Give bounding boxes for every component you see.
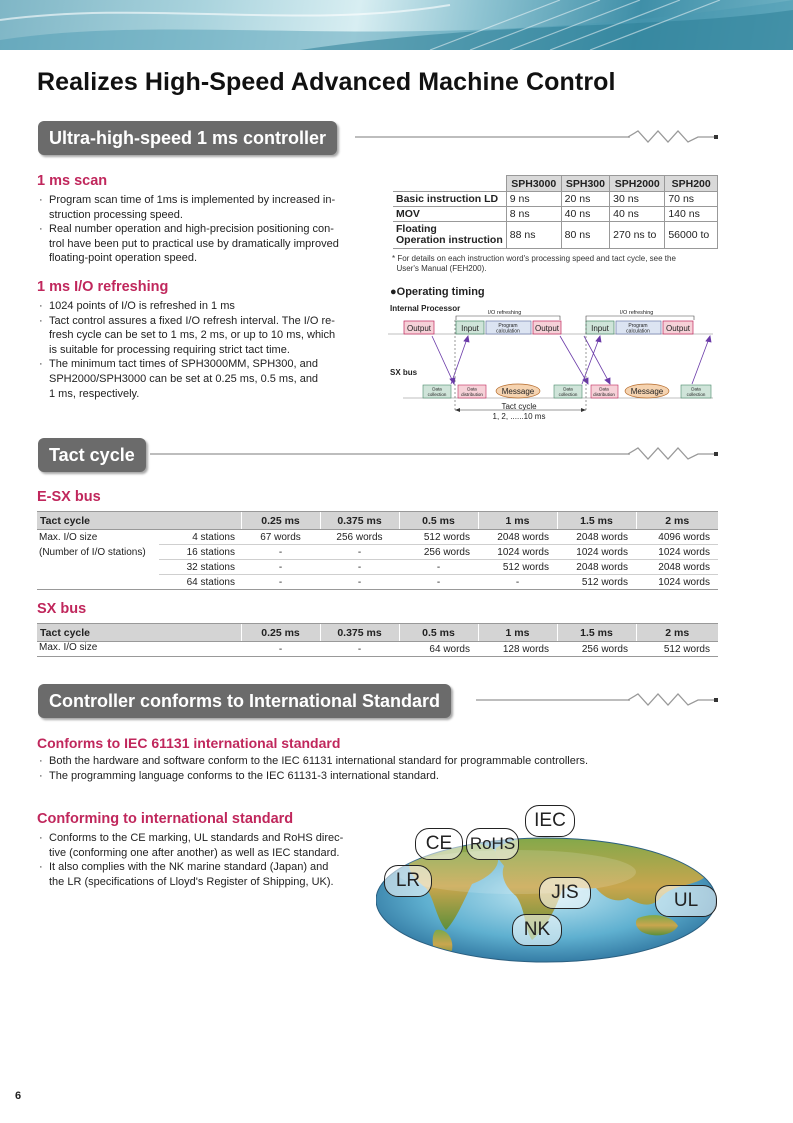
table-cell: 256 words bbox=[399, 545, 478, 560]
zigzag-decoration-icon bbox=[628, 691, 714, 707]
table-row bbox=[37, 530, 718, 545]
bullet-item: · The minimum tact times of SPH3000MM, SPH300, and SPH2000/SPH3000 can be set at 0.25 ms, 0.5 ms, and 1 ms, respectively. bbox=[38, 357, 368, 401]
bullet-item: · Program scan time of 1ms is implemented by increased in- struction processing speed. bbox=[38, 193, 368, 222]
table-cell: 270 ns to bbox=[610, 222, 665, 249]
table-cell: - bbox=[241, 642, 320, 657]
program-label: Program bbox=[628, 323, 648, 329]
table-cell: 40 ns bbox=[610, 207, 665, 222]
output-label: Output bbox=[406, 324, 432, 333]
table-cell: 256 words bbox=[320, 530, 399, 545]
table-cell: - bbox=[320, 545, 399, 560]
table-cell: - bbox=[399, 560, 478, 575]
jis-badge: JIS bbox=[539, 877, 591, 909]
table-cell: 4 stations bbox=[159, 530, 241, 545]
esx-tact-table bbox=[37, 511, 718, 590]
col-header: SPH200 bbox=[665, 176, 718, 192]
lr-badge: LR bbox=[384, 865, 432, 897]
table-cell: 30 ns bbox=[610, 192, 665, 207]
zigzag-decoration-icon bbox=[628, 128, 714, 144]
section-end-dot bbox=[714, 698, 718, 702]
page-title: Realizes High-Speed Advanced Machine Control bbox=[37, 68, 616, 96]
intl-standard-heading: Conforming to international standard bbox=[37, 811, 294, 827]
io-heading: 1 ms I/O refreshing bbox=[37, 279, 169, 295]
data-label: Data bbox=[563, 386, 573, 392]
transfer-arrows bbox=[432, 336, 711, 384]
section-header-international-standard: Controller conforms to International Standard bbox=[38, 684, 451, 718]
section-divider-line bbox=[355, 136, 630, 138]
input-label: Input bbox=[591, 324, 609, 333]
table-cell: - bbox=[241, 575, 320, 590]
sx-bus-heading: SX bus bbox=[37, 601, 87, 617]
collection-label: collection bbox=[427, 392, 447, 397]
section-divider-line bbox=[150, 453, 630, 455]
distribution-label: distribution bbox=[461, 392, 483, 397]
table-row bbox=[393, 222, 718, 249]
col-header: Tact cycle bbox=[37, 624, 241, 642]
table-cell: 512 words bbox=[557, 575, 636, 590]
table-row bbox=[37, 642, 718, 657]
output-label: Output bbox=[665, 324, 691, 333]
table-cell: 1024 words bbox=[636, 545, 718, 560]
table-cell: 88 ns bbox=[506, 222, 561, 249]
bullet-item: · Real number operation and high-precision positioning con- trol have been put to practical use by dramatically improved floating-point operation speed. bbox=[38, 222, 368, 266]
top-banner bbox=[0, 0, 793, 50]
table-cell: 40 ns bbox=[561, 207, 609, 222]
table-cell: 9 ns bbox=[506, 192, 561, 207]
col-header: 0.25 ms bbox=[241, 512, 320, 530]
col-header: 1.5 ms bbox=[557, 512, 636, 530]
table-cell: 1024 words bbox=[557, 545, 636, 560]
nk-badge: NK bbox=[512, 914, 562, 946]
col-header: 1 ms bbox=[478, 512, 557, 530]
table-cell: - bbox=[241, 560, 320, 575]
data-label: Data bbox=[691, 386, 701, 392]
table-cell: 64 stations bbox=[159, 575, 241, 590]
table-cell: 20 ns bbox=[561, 192, 609, 207]
scan-bullets bbox=[38, 193, 368, 266]
table-cell: 70 ns bbox=[665, 192, 718, 207]
table-header-row bbox=[37, 624, 718, 642]
page-number: 6 bbox=[15, 1090, 22, 1102]
intl-standard-bullets bbox=[38, 831, 368, 889]
section-end-dot bbox=[714, 452, 718, 456]
program-label: Program bbox=[498, 323, 518, 329]
tact-range-label: 1, 2, ......10 ms bbox=[492, 412, 546, 421]
bullet-item: · Tact control assures a fixed I/O refresh interval. The I/O re- fresh cycle can be set to 1 ms, 2 ms, or up to 10 ms, which is suitable for processing requiring strict tact time. bbox=[38, 314, 368, 358]
iec-heading: Conforms to IEC 61131 international standard bbox=[37, 735, 341, 751]
table-corner bbox=[393, 176, 506, 192]
table-cell: - bbox=[399, 575, 478, 590]
col-header: 1.5 ms bbox=[557, 624, 636, 642]
row-label: Max. I/O size bbox=[37, 642, 241, 657]
table-cell: 2048 words bbox=[557, 530, 636, 545]
bullet-item: · It also complies with the NK marine standard (Japan) and the LR (specifications of Lloyd's Register of Shipping, UK). bbox=[38, 860, 368, 889]
table-cell: 64 words bbox=[399, 642, 478, 657]
message-label: Message bbox=[501, 387, 535, 396]
section-divider-line bbox=[476, 699, 630, 701]
row-label: Max. I/O size (Number of I/O stations) bbox=[37, 530, 159, 590]
row-label: MOV bbox=[393, 207, 506, 222]
ce-badge: CE bbox=[415, 828, 463, 860]
sx-tact-table bbox=[37, 623, 718, 657]
tact-cycle-label: Tact cycle bbox=[501, 402, 537, 411]
io-bullets bbox=[38, 299, 368, 401]
instruction-speed-table bbox=[393, 175, 718, 249]
internal-processor-label: Internal Processor bbox=[390, 304, 461, 313]
col-header: 2 ms bbox=[636, 624, 718, 642]
table-cell: 512 words bbox=[478, 560, 557, 575]
data-label: Data bbox=[467, 386, 477, 392]
calculation-label: calculation bbox=[496, 328, 520, 335]
collection-label: collection bbox=[558, 392, 578, 397]
zigzag-decoration-icon bbox=[628, 445, 714, 461]
col-header: 0.25 ms bbox=[241, 624, 320, 642]
output-label: Output bbox=[534, 324, 560, 333]
col-header: 0.375 ms bbox=[320, 512, 399, 530]
table-cell: 1024 words bbox=[636, 575, 718, 590]
table-cell: - bbox=[320, 560, 399, 575]
footnote: * For details on each instruction word's processing speed and tact cycle, see the User's Manual (FEH200). bbox=[392, 254, 676, 273]
table-cell: 56000 to bbox=[665, 222, 718, 249]
table-cell: 16 stations bbox=[159, 545, 241, 560]
rohs-badge: RoHS bbox=[466, 828, 519, 860]
collection-label: collection bbox=[686, 392, 706, 397]
row-label: Basic instruction LD bbox=[393, 192, 506, 207]
table-cell: 4096 words bbox=[636, 530, 718, 545]
section-header-ultra-high-speed: Ultra-high-speed 1 ms controller bbox=[38, 121, 337, 155]
table-cell: 80 ns bbox=[561, 222, 609, 249]
table-cell: 32 stations bbox=[159, 560, 241, 575]
bullet-item: · 1024 points of I/O is refreshed in 1 ms bbox=[38, 299, 368, 314]
io-refreshing-label: I/O refreshing bbox=[488, 310, 522, 316]
table-cell: 2048 words bbox=[557, 560, 636, 575]
table-cell: - bbox=[241, 545, 320, 560]
table-cell: 2048 words bbox=[478, 530, 557, 545]
message-label: Message bbox=[630, 387, 664, 396]
calculation-label: calculation bbox=[626, 328, 650, 335]
bullet-item: · Both the hardware and software conform to the IEC 61131 international standard for programmable controllers. bbox=[38, 754, 718, 769]
table-cell: 512 words bbox=[399, 530, 478, 545]
iec-badge: IEC bbox=[525, 805, 575, 837]
col-header: SPH2000 bbox=[610, 176, 665, 192]
iec-bullets bbox=[38, 754, 718, 783]
distribution-label: distribution bbox=[593, 392, 615, 397]
table-cell: 256 words bbox=[557, 642, 636, 657]
section-end-dot bbox=[714, 135, 718, 139]
operating-timing-diagram bbox=[388, 300, 718, 425]
data-label: Data bbox=[599, 386, 609, 392]
col-header: 1 ms bbox=[478, 624, 557, 642]
table-cell: 140 ns bbox=[665, 207, 718, 222]
bullet-item: · Conforms to the CE marking, UL standards and RoHS direc- tive (conforming one after another) as well as IEC standard. bbox=[38, 831, 368, 860]
table-cell: 128 words bbox=[478, 642, 557, 657]
table-cell: 67 words bbox=[241, 530, 320, 545]
io-refreshing-label-2: I/O refreshing bbox=[620, 310, 654, 316]
table-cell: - bbox=[320, 642, 399, 657]
table-row bbox=[393, 192, 718, 207]
esx-bus-heading: E-SX bus bbox=[37, 489, 101, 505]
row-label: Floating Operation instruction bbox=[393, 222, 506, 249]
col-header: SPH300 bbox=[561, 176, 609, 192]
data-label: Data bbox=[432, 386, 442, 392]
ul-badge: UL bbox=[655, 885, 717, 917]
col-header: SPH3000 bbox=[506, 176, 561, 192]
col-header: 0.5 ms bbox=[399, 512, 478, 530]
table-cell: 8 ns bbox=[506, 207, 561, 222]
table-cell: - bbox=[478, 575, 557, 590]
banner-wave-graphic bbox=[0, 0, 793, 50]
table-cell: 512 words bbox=[636, 642, 718, 657]
input-label: Input bbox=[461, 324, 479, 333]
col-header: Tact cycle bbox=[37, 512, 241, 530]
bullet-item: · The programming language conforms to the IEC 61131-3 international standard. bbox=[38, 769, 718, 784]
timing-title: ●Operating timing bbox=[390, 286, 485, 298]
section-header-tact-cycle: Tact cycle bbox=[38, 438, 146, 472]
table-cell: 1024 words bbox=[478, 545, 557, 560]
table-header-row bbox=[37, 512, 718, 530]
scan-heading: 1 ms scan bbox=[37, 173, 108, 189]
world-map-globe bbox=[376, 800, 721, 970]
table-cell: - bbox=[320, 575, 399, 590]
col-header: 2 ms bbox=[636, 512, 718, 530]
table-row bbox=[393, 207, 718, 222]
col-header: 0.5 ms bbox=[399, 624, 478, 642]
col-header: 0.375 ms bbox=[320, 624, 399, 642]
table-cell: 2048 words bbox=[636, 560, 718, 575]
sx-bus-label: SX bus bbox=[390, 368, 418, 377]
